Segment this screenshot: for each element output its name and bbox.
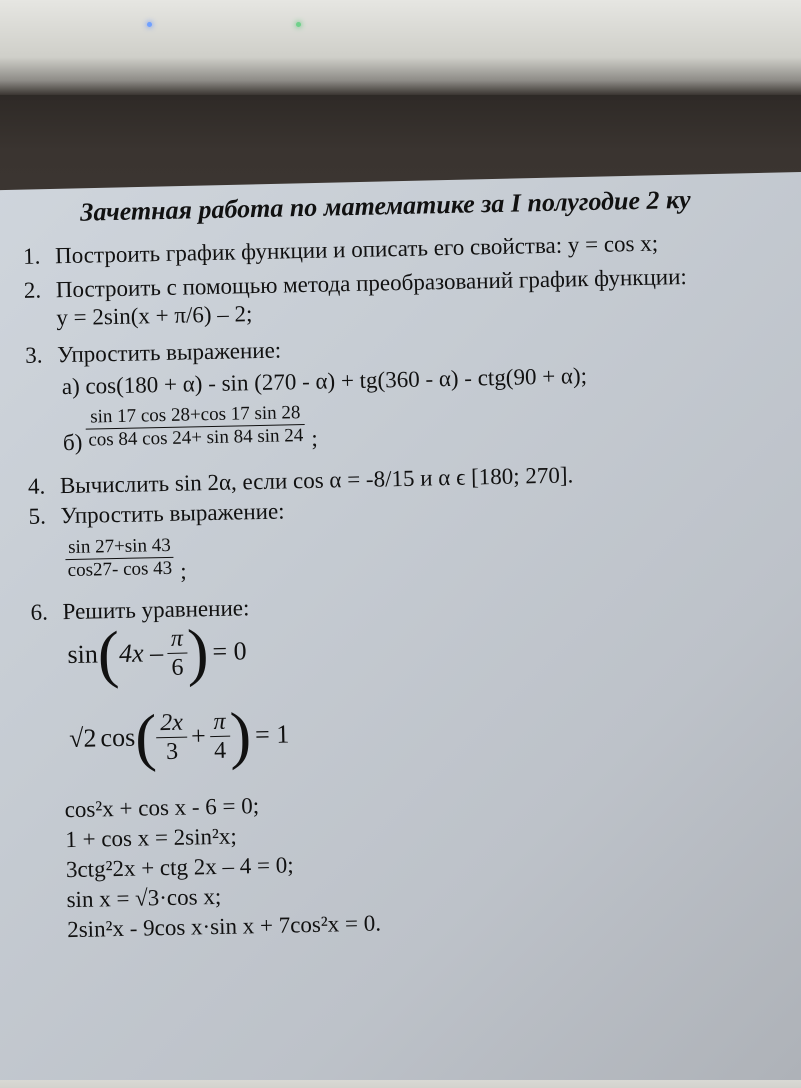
right-hand-side: = 0 (212, 636, 247, 667)
semicolon: ; (311, 425, 318, 451)
function-name: cos (100, 722, 136, 753)
task-3b-label: б) (62, 429, 83, 455)
fraction (65, 535, 174, 582)
equation-7: 2sin²x - 9cos x·sin x + 7cos²x = 0. (66, 910, 382, 943)
fraction-numerator: 2x (156, 708, 187, 738)
right-paren: ) (186, 616, 210, 688)
left-paren: ( (134, 701, 158, 773)
task-number: 1. (22, 243, 41, 269)
task-5-expression (65, 531, 187, 583)
task-1 (23, 231, 659, 270)
task-text: Решить уравнение: (62, 595, 250, 625)
right-paren: ) (229, 699, 252, 771)
equation-1 (67, 616, 248, 693)
equation-5: 3ctg²2x + ctg 2x – 4 = 0; (65, 852, 294, 883)
task-3 (25, 338, 282, 369)
fraction-denominator: 6 (171, 654, 184, 681)
task-number: 2. (23, 277, 42, 303)
task-2-formula: у = 2sin(x + π/6) – 2; (56, 301, 253, 331)
fraction-numerator: sin 27+sin 43 (65, 535, 174, 560)
task-text: Упростить выражение: (56, 337, 282, 368)
document-title: Зачетная работа по математике за I полугодие 2 ку (79, 184, 691, 227)
fraction-numerator: π (209, 707, 230, 736)
task-number: 6. (30, 599, 49, 625)
argument: 4x – (118, 638, 164, 668)
equation-4: 1 + cos x = 2sin²x; (65, 823, 238, 853)
pi-fraction (209, 707, 230, 764)
equation-6: sin x = √3·cos x; (66, 883, 222, 913)
task-5 (28, 498, 285, 529)
equation-3: cos²x + cos x - 6 = 0; (64, 793, 260, 823)
task-text: Построить график функции и описать его свойства: у = cos x; (54, 230, 659, 269)
fraction-denominator: 3 (165, 738, 179, 765)
task-number: 4. (27, 473, 46, 499)
task-number: 3. (24, 342, 43, 368)
fraction-denominator: cos 84 cos 24+ sin 84 sin 24 (88, 425, 304, 451)
fraction-denominator: cos27- cos 43 (67, 557, 173, 582)
plus-sign: + (190, 721, 207, 751)
task-3a: а) cos(180 + α) - sin (270 - α) + tg(360 - α) - ctg(90 + α); (61, 363, 588, 400)
fraction-numerator: π (167, 624, 188, 653)
task-text: Построить с помощью метода преобразований график функции: (55, 264, 688, 303)
task-3b (62, 402, 318, 455)
task-4 (28, 462, 574, 499)
task-text: Вычислить sin 2α, если cos α = -8/15 и α ϵ [180; 270]. (59, 462, 574, 499)
fraction (86, 402, 306, 452)
left-paren: ( (97, 617, 120, 690)
square-root: √2 (68, 723, 97, 754)
fraction-denominator: 4 (213, 737, 227, 764)
fraction-numerator: sin 17 cos 28+cos 17 sin 28 (86, 402, 305, 430)
equation-2 (68, 699, 291, 781)
function-name: sin (67, 639, 99, 670)
fraction (156, 708, 188, 766)
task-number: 5. (28, 503, 47, 529)
task-2 (24, 264, 687, 304)
right-hand-side: = 1 (254, 719, 290, 750)
task-text: Упростить выражение: (60, 498, 285, 529)
pi-fraction (167, 624, 188, 681)
semicolon: ; (179, 558, 187, 584)
